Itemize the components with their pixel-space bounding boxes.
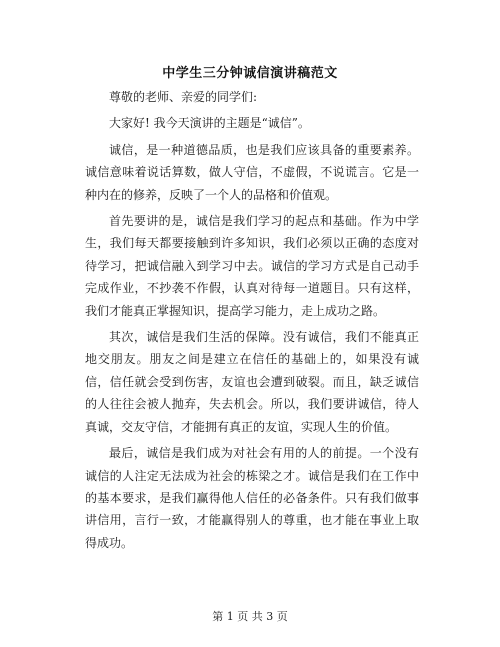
paragraph-life: 其次，诚信是我们生活的保障。没有诚信，我们不能真正地交朋友。朋友之间是建立在信任的基础上的，如果没有诚信，信任就会受到伤害，友谊也会遭到破裂。而且，缺乏诚信的人往往会被人抛弃，失去机会。所以，我们要讲诚信，待人真诚，交友守信，才能拥有真正的友谊，实现人生的价值。 <box>85 330 419 434</box>
paragraph-greeting: 大家好! 我今天演讲的主题是“诚信”。 <box>109 116 310 131</box>
page-number: 第 1 页 共 3 页 <box>212 610 288 623</box>
document-body <box>85 86 419 558</box>
paragraph-study: 首先要讲的是，诚信是我们学习的起点和基础。作为中学生，我们每天都要接触到许多知识，我们必须以正确的态度对待学习，把诚信融入到学习中去。诚信的学习方式是自己动手完成作业，不抄袭不作假，认真对待每一道题目。只有这样，我们才能真正掌握知识，提高学习能力，走上成功之路。 <box>85 214 419 318</box>
paragraph-society: 最后，诚信是我们成为对社会有用的人的前提。一个没有诚信的人注定无法成为社会的栋梁之才。诚信是我们在工作中的基本要求，是我们赢得他人信任的必备条件。只有我们做事讲信用，言行一致，才能赢得别人的尊重，也才能在事业上取得成功。 <box>85 446 419 550</box>
salutation: 尊敬的老师、亲爱的同学们: <box>109 90 258 104</box>
document-title: 中学生三分钟诚信演讲稿范文 <box>162 66 338 81</box>
paragraph-definition: 诚信，是一种道德品质，也是我们应该具备的重要素养。诚信意味着说话算数，做人守信，不虚假，不说谎言。它是一种内在的修养，反映了一个人的品格和价值观。 <box>85 142 419 202</box>
